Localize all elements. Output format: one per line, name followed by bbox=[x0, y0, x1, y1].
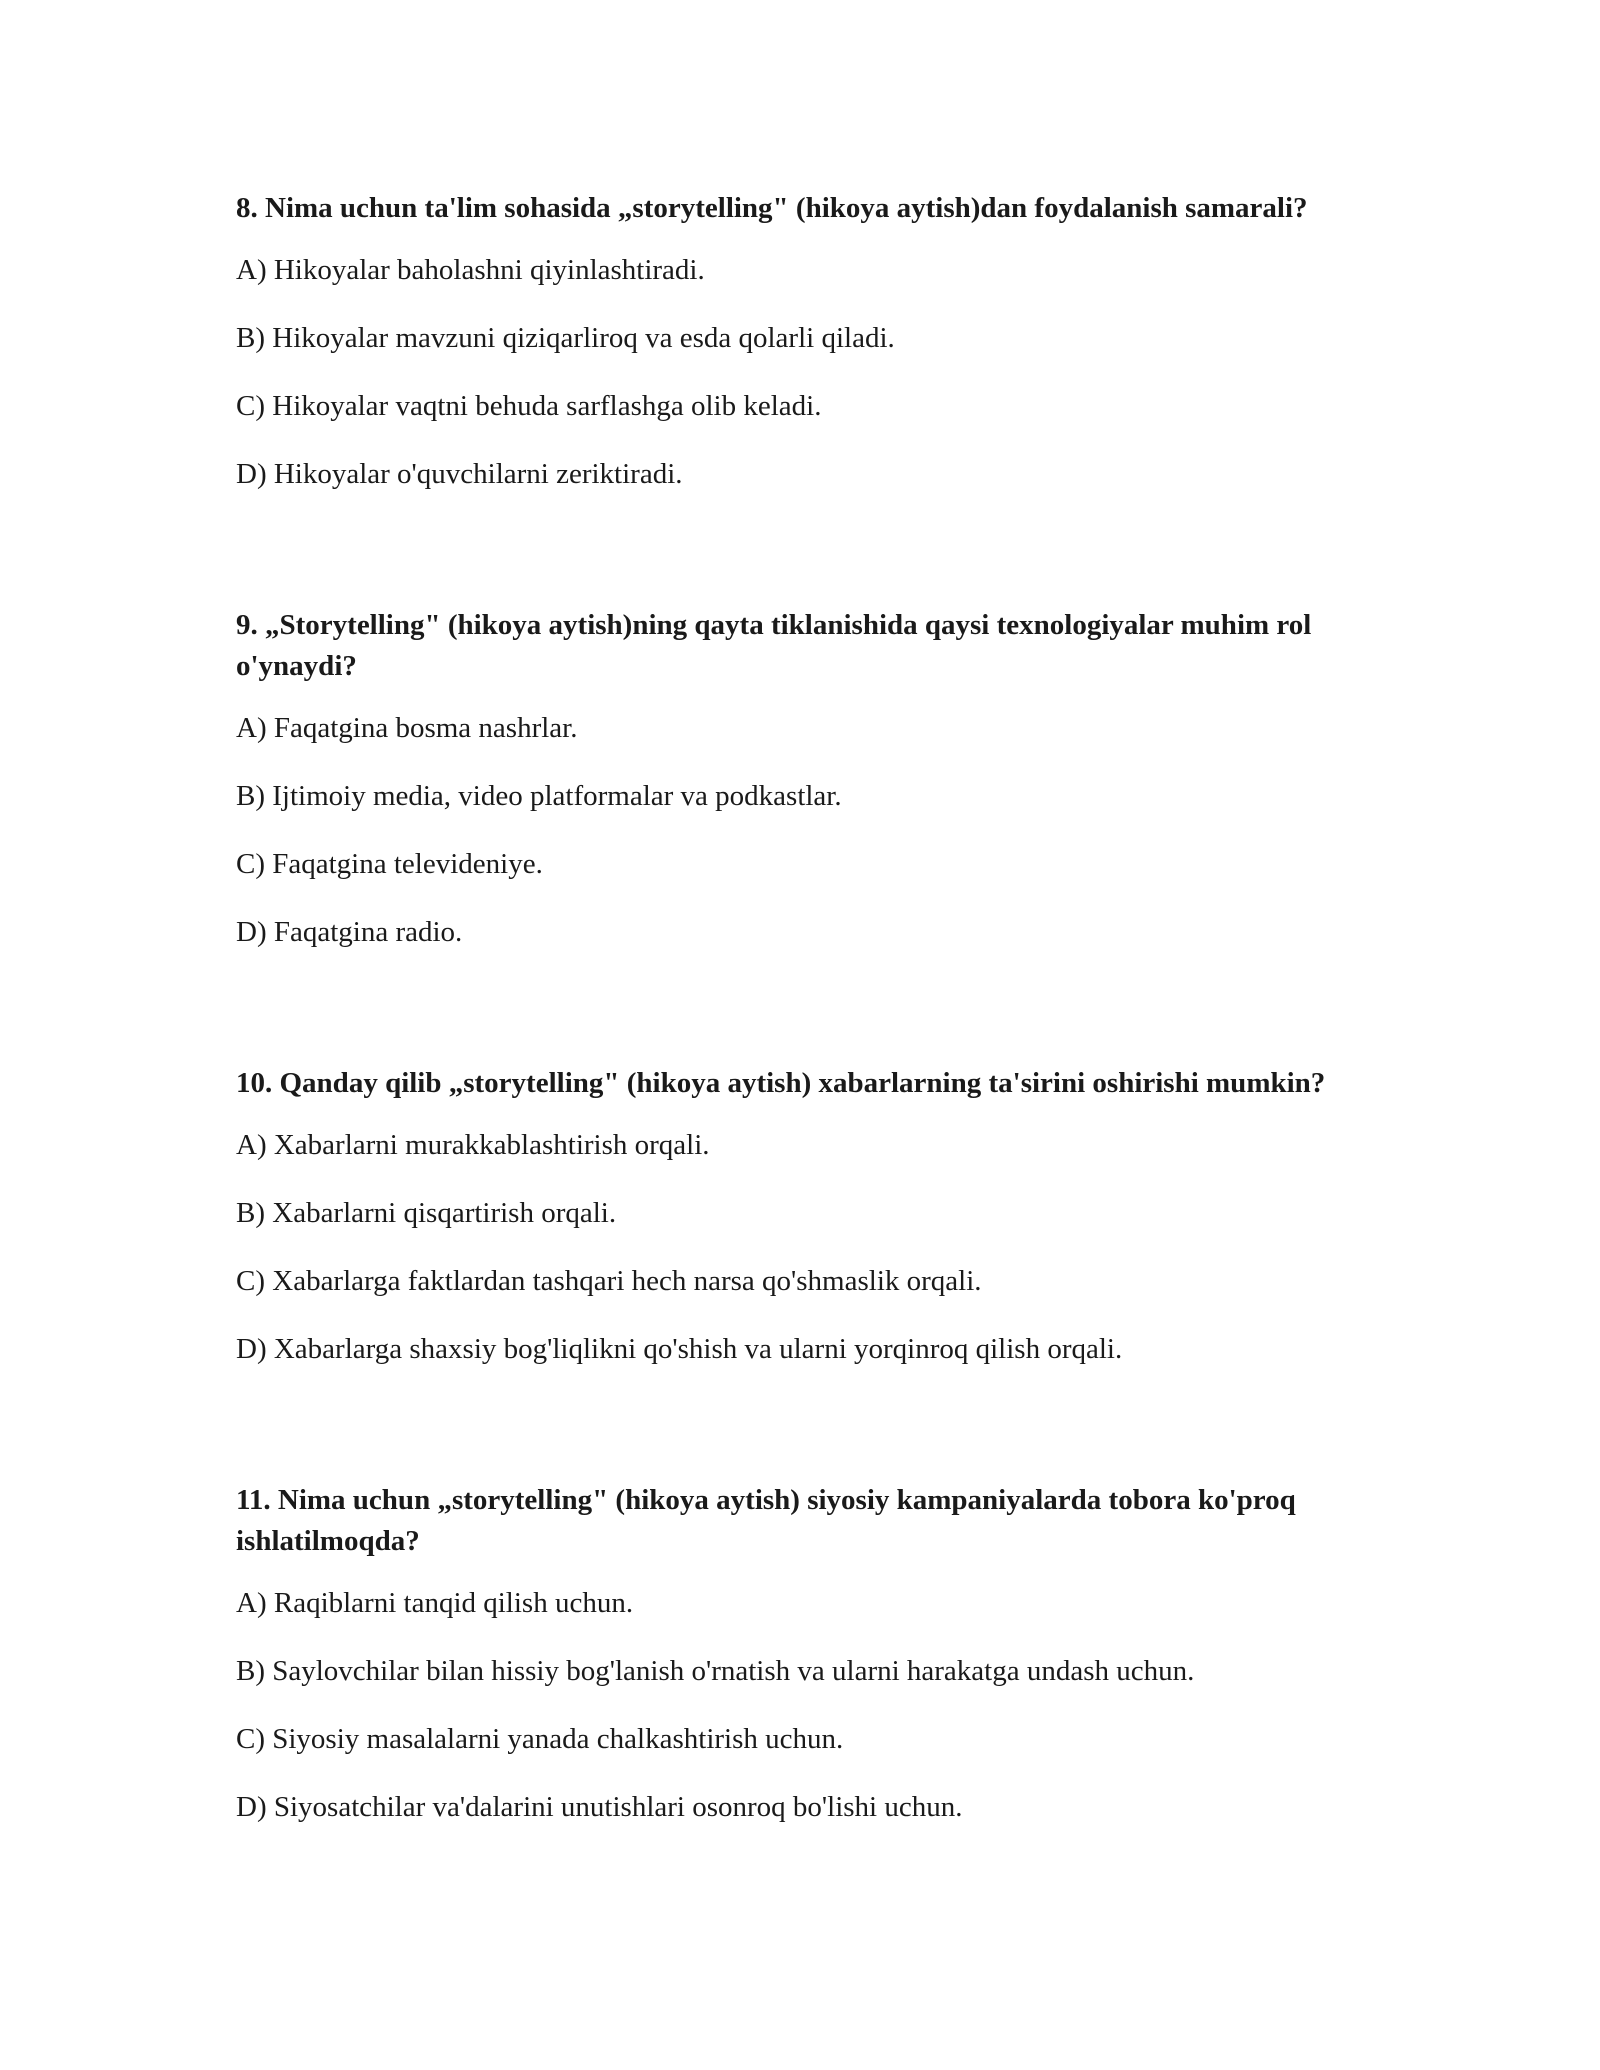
question-title: 9. „Storytelling" (hikoya aytish)ning qayta tiklanishida qaysi texnologiyalar muhim rol o'ynaydi? bbox=[236, 609, 1312, 682]
option-b: B) Saylovchilar bilan hissiy bog'lanish o'rnatish va ularni harakatga undash uchun. bbox=[236, 1655, 1195, 1687]
option-d: D) Faqatgina radio. bbox=[236, 916, 463, 948]
option-a: A) Xabarlarni murakkablashtirish orqali. bbox=[236, 1129, 710, 1161]
option-a: A) Hikoyalar baholashni qiyinlashtiradi. bbox=[236, 254, 705, 286]
question-11 bbox=[236, 1480, 1416, 1828]
option-c: C) Siyosiy masalalarni yanada chalkashtirish uchun. bbox=[236, 1723, 844, 1755]
option-c: C) Xabarlarga faktlardan tashqari hech narsa qo'shmaslik orqali. bbox=[236, 1265, 982, 1297]
option-d: D) Xabarlarga shaxsiy bog'liqlikni qo'shish va ularni yorqinroq qilish orqali. bbox=[236, 1333, 1123, 1365]
option-a: A) Faqatgina bosma nashrlar. bbox=[236, 712, 578, 744]
question-8 bbox=[236, 188, 1416, 495]
option-c: C) Hikoyalar vaqtni behuda sarflashga olib keladi. bbox=[236, 390, 822, 422]
option-d: D) Hikoyalar o'quvchilarni zeriktiradi. bbox=[236, 458, 683, 490]
question-title: 11. Nima uchun „storytelling" (hikoya aytish) siyosiy kampaniyalarda tobora ko'proq ishlatilmoqda? bbox=[236, 1484, 1296, 1557]
document-page bbox=[236, 188, 1416, 1938]
option-d: D) Siyosatchilar va'dalarini unutishlari osonroq bo'lishi uchun. bbox=[236, 1791, 963, 1823]
question-10 bbox=[236, 1063, 1416, 1370]
option-c: C) Faqatgina televideniye. bbox=[236, 848, 543, 880]
question-title: 10. Qanday qilib „storytelling" (hikoya aytish) xabarlarning ta'sirini oshirishi mumkin? bbox=[236, 1067, 1326, 1099]
option-b: B) Xabarlarni qisqartirish orqali. bbox=[236, 1197, 617, 1229]
option-a: A) Raqiblarni tanqid qilish uchun. bbox=[236, 1587, 634, 1619]
question-9 bbox=[236, 605, 1416, 953]
question-title: 8. Nima uchun ta'lim sohasida „storytelling" (hikoya aytish)dan foydalanish samarali? bbox=[236, 192, 1308, 224]
option-b: B) Hikoyalar mavzuni qiziqarliroq va esda qolarli qiladi. bbox=[236, 322, 895, 354]
option-b: B) Ijtimoiy media, video platformalar va podkastlar. bbox=[236, 780, 842, 812]
